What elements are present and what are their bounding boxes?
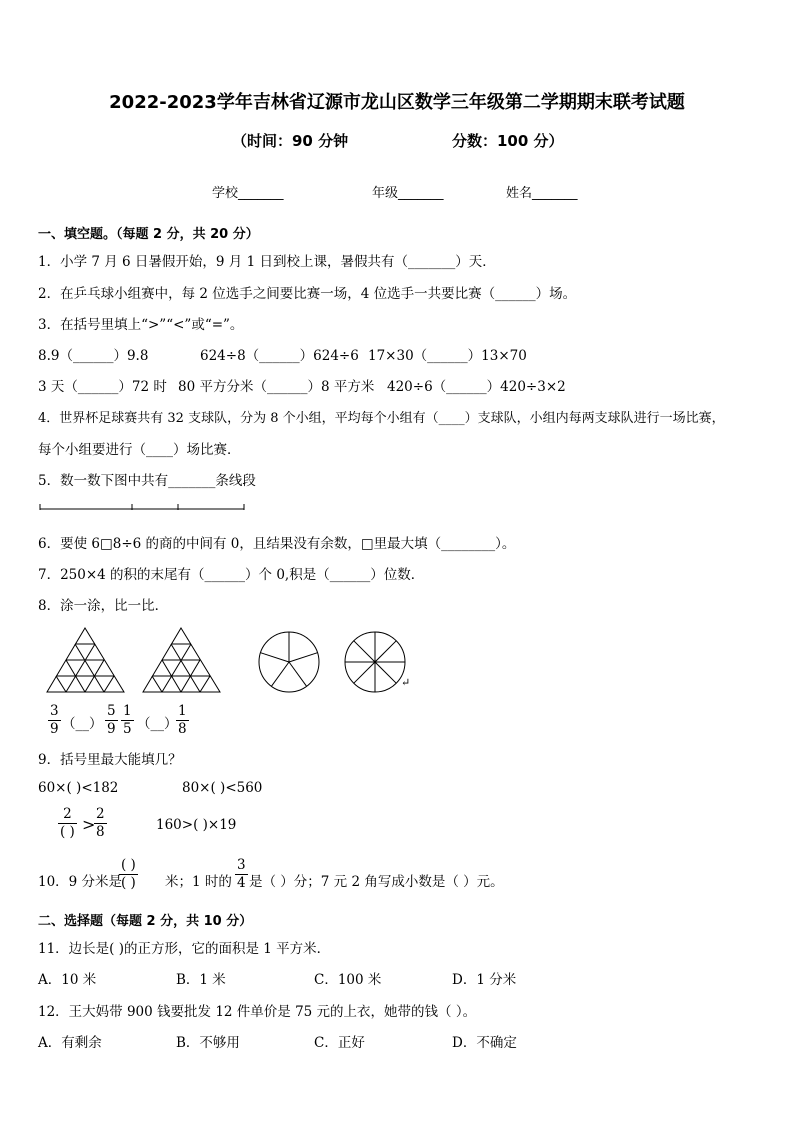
fraction-3-4: $\frac{3}{4}$ <box>237 857 246 891</box>
section-heading-choice: 二、选择题（每题 2 分，共 10 分） <box>38 914 253 929</box>
q11-option-d[interactable]: D．1 分米 <box>452 972 517 988</box>
question-5: 5．数一数下图中共有_______条线段 <box>38 473 256 489</box>
question-8: 8．涂一涂，比一比． <box>38 598 169 614</box>
question-9: 9．括号里最大能填几？ <box>38 752 182 768</box>
section-heading-fill-in: 一、填空题。（每题 2 分，共 20 分） <box>38 227 259 242</box>
greater-than-sign: > <box>82 815 96 834</box>
q12-option-c[interactable]: C．正好 <box>314 1035 365 1051</box>
page-title: 2022-2023学年吉林省辽源市龙山区数学三年级第二学期期末联考试题 <box>109 92 685 113</box>
question-11: 11．边长是( )的正方形，它的面积是 1 平方米． <box>38 941 331 957</box>
q3-item: 624÷8（______）624÷6 <box>200 348 359 364</box>
q9-item-a: 60×( )<182 <box>38 780 119 796</box>
question-4-line-1: 4．世界杯足球赛共有 32 支球队，分为 8 个小组，平均每个小组有（____）支球队，小组内每两支球队进行一场比赛， <box>38 411 725 426</box>
q10-blank-fraction: ( ) ( ) <box>121 857 136 891</box>
fraction-3-9: $\frac{3}{9}$ <box>50 703 59 737</box>
question-6: 6．要使 6□8÷6 的商的中间有 0，且结果没有余数，□里最大填（________）。 <box>38 536 516 552</box>
triangle-grid-figure <box>46 627 126 693</box>
school-field[interactable]: 学校_______ <box>212 186 284 201</box>
q3-item: 17×30（______）13×70 <box>368 348 527 364</box>
q3-item: 8.9（______）9.8 <box>38 348 149 364</box>
compare-blank: （__） <box>137 716 178 732</box>
question-1: 1．小学 7 月 6 日暑假开始，9 月 1 日到校上课，暑假共有（_______）天． <box>38 254 496 270</box>
circle-eight-parts <box>344 631 406 693</box>
q12-option-a[interactable]: A．有剩余 <box>38 1035 102 1051</box>
exam-time: （时间：90 分钟 <box>232 132 349 150</box>
line-segments-figure <box>38 500 248 514</box>
exam-score: 分数：100 分） <box>452 132 564 150</box>
question-4-line-2: 每个小组要进行（____）场比赛． <box>38 442 241 458</box>
name-field[interactable]: 姓名_______ <box>506 186 578 201</box>
q9-item-b: 80×( )<560 <box>182 780 263 796</box>
question-12: 12．王大妈带 900 钱要批发 12 件单价是 75 元的上衣，她带的钱（ ）。 <box>38 1004 477 1020</box>
question-10-part-a: 10．9 分米是 <box>38 874 123 890</box>
q11-option-c[interactable]: C．100 米 <box>314 972 382 988</box>
fraction-1-8: $\frac{1}{8}$ <box>178 703 187 737</box>
q9-fraction-left: 2 ( ) <box>60 806 75 840</box>
q12-option-d[interactable]: D．不确定 <box>452 1035 517 1051</box>
compare-blank: （__） <box>62 716 103 732</box>
question-2: 2．在乒乓球小组赛中，每 2 位选手之间要比赛一场，4 位选手一共要比赛（______）场。 <box>38 286 577 302</box>
return-mark: ↵ <box>401 676 411 689</box>
grade-field[interactable]: 年级_______ <box>372 186 444 201</box>
q3-item: 3 天（______）72 时 <box>38 379 167 395</box>
q12-option-b[interactable]: B．不够用 <box>176 1035 240 1051</box>
question-10-part-c: 是（ ）分；7 元 2 角写成小数是（ ）元。 <box>249 874 504 890</box>
fraction-5-9: $\frac{5}{9}$ <box>107 703 116 737</box>
q9-item-d: 160>( )×19 <box>156 817 237 833</box>
question-10-part-b: 米；1 时的 <box>165 874 232 890</box>
q11-option-b[interactable]: B．1 米 <box>176 972 226 988</box>
question-3: 3．在括号里填上“>”“<”或“=”。 <box>38 317 244 333</box>
triangle-grid-figure <box>142 627 222 693</box>
q3-item: 80 平方分米（______）8 平方米 <box>178 379 375 395</box>
q9-fraction-right: $\frac{2}{8}$ <box>96 806 105 840</box>
circle-five-parts <box>258 631 320 693</box>
fraction-1-5: $\frac{1}{5}$ <box>123 703 132 737</box>
question-7: 7．250×4 的积的末尾有（______）个 0,积是（______）位数． <box>38 567 425 583</box>
q11-option-a[interactable]: A．10 米 <box>38 972 97 988</box>
q3-item: 420÷6（______）420÷3×2 <box>387 379 566 395</box>
